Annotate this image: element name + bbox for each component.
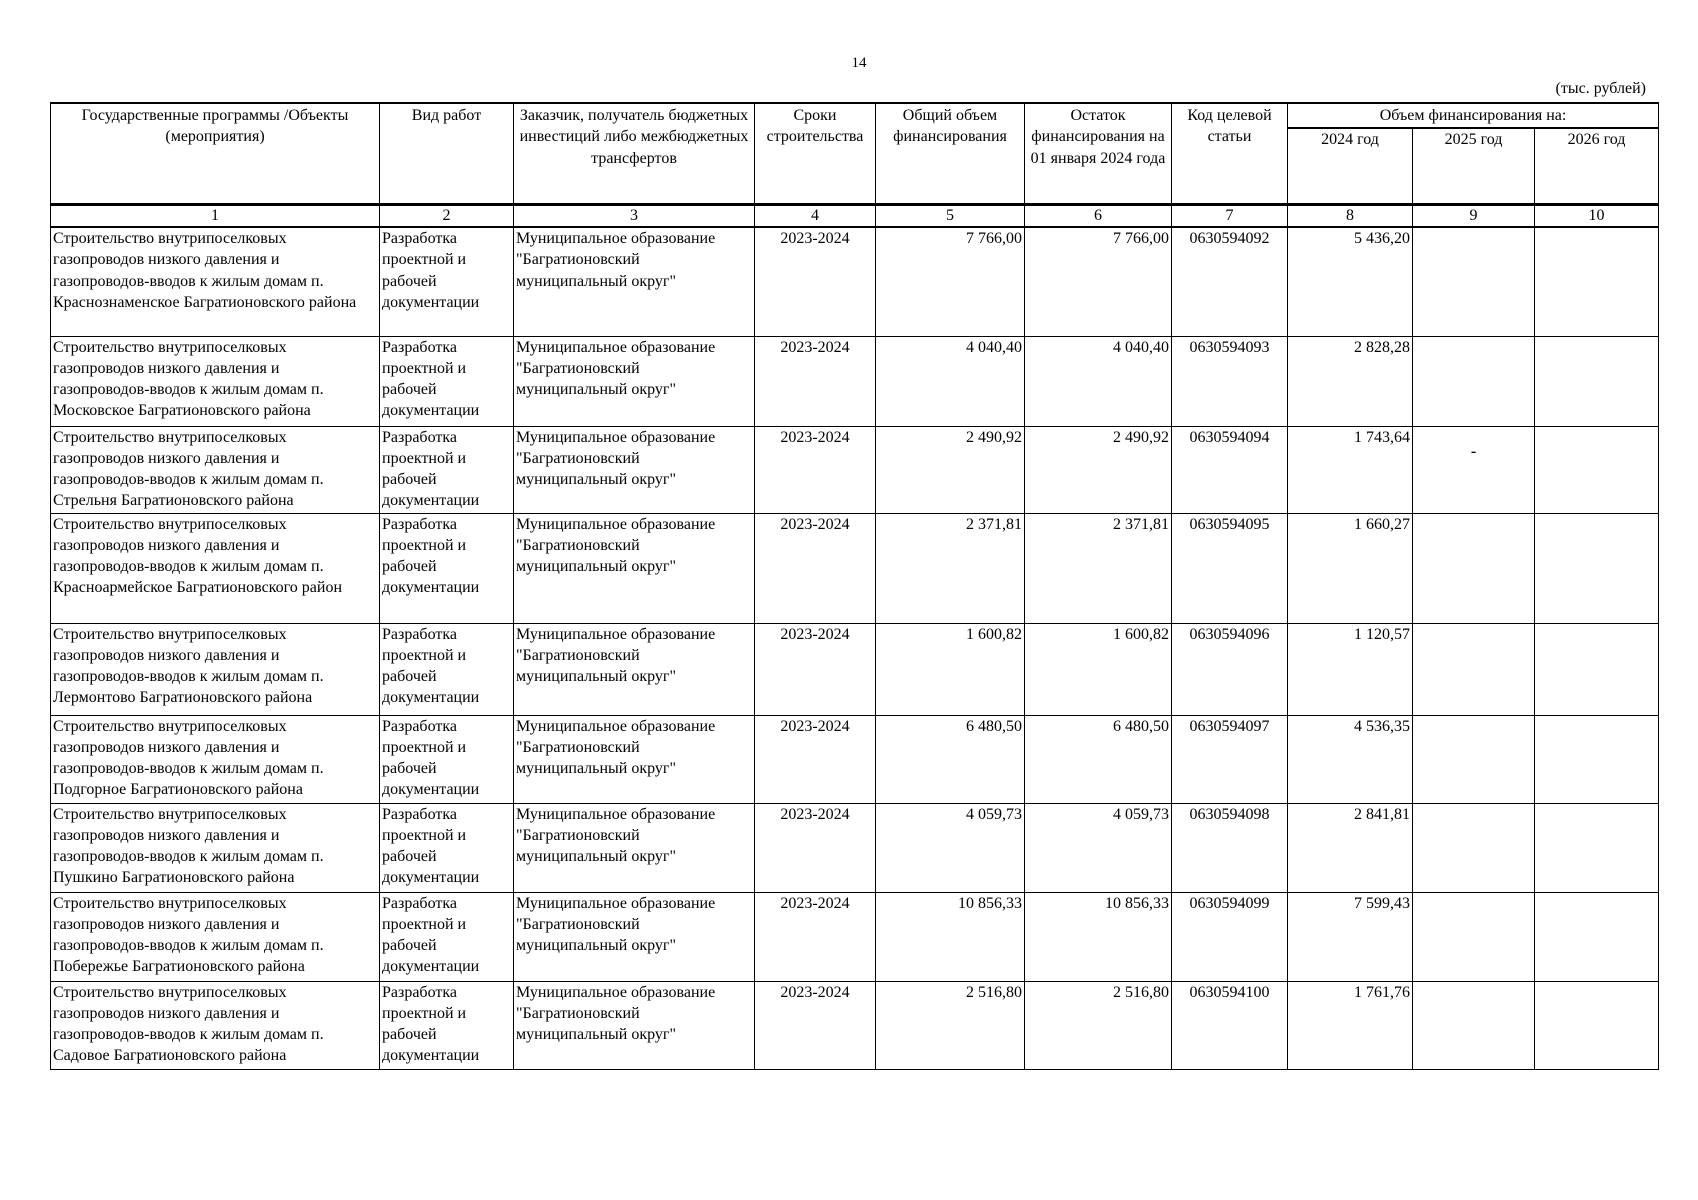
column-number: 10 [1535, 205, 1659, 228]
total-financing: 10 856,33 [876, 892, 1025, 981]
work-type: Разработка проектной и рабочей документации [380, 803, 514, 892]
remaining-financing: 2 371,81 [1025, 513, 1172, 623]
column-number: 4 [755, 205, 876, 228]
page-number: 14 [851, 55, 867, 71]
object-name: Строительство внутрипоселковых газопроводов низкого давления и газопроводов-вводов к жилым домам п. Московское Багратионовского района [51, 336, 380, 426]
remaining-financing: 2 516,80 [1025, 981, 1172, 1069]
header-customer: Заказчик, получатель бюджетных инвестиций либо межбюджетных трансфертов [514, 103, 755, 205]
customer: Муниципальное образование "Багратионовский муниципальный округ" [514, 715, 755, 803]
construction-period: 2023-2024 [755, 715, 876, 803]
financing-2026 [1535, 336, 1659, 426]
work-type: Разработка проектной и рабочей документации [380, 336, 514, 426]
header-financing-group: Объем финансирования на: [1288, 103, 1659, 128]
object-name: Строительство внутрипоселковых газопроводов низкого давления и газопроводов-вводов к жилым домам п. Стрельня Багратионовского района [51, 426, 380, 513]
header-remainder: Остаток финансирования на 01 января 2024 года [1025, 103, 1172, 205]
construction-period: 2023-2024 [755, 892, 876, 981]
financing-2024: 1 120,57 [1288, 623, 1413, 715]
header-year-2026: 2026 год [1535, 128, 1659, 205]
total-financing: 4 040,40 [876, 336, 1025, 426]
financing-2024: 2 828,28 [1288, 336, 1413, 426]
target-code: 0630594095 [1172, 513, 1288, 623]
work-type: Разработка проектной и рабочей документации [380, 426, 514, 513]
remaining-financing: 4 040,40 [1025, 336, 1172, 426]
financing-2025 [1413, 336, 1535, 426]
target-code: 0630594094 [1172, 426, 1288, 513]
table-row [51, 336, 1659, 426]
financing-2025 [1413, 981, 1535, 1069]
customer: Муниципальное образование "Багратионовский муниципальный округ" [514, 426, 755, 513]
financing-2025 [1413, 426, 1535, 513]
target-code: 0630594092 [1172, 227, 1288, 336]
financing-2025 [1413, 892, 1535, 981]
table-row [51, 623, 1659, 715]
table-row [51, 981, 1659, 1069]
header-total: Общий объем финансирования [876, 103, 1025, 205]
object-name: Строительство внутрипоселковых газопроводов низкого давления и газопроводов-вводов к жилым домам п. Подгорное Багратионовского района [51, 715, 380, 803]
object-name: Строительство внутрипоселковых газопроводов низкого давления и газопроводов-вводов к жилым домам п. Побережье Багратионовского района [51, 892, 380, 981]
customer: Муниципальное образование "Багратионовский муниципальный округ" [514, 336, 755, 426]
column-number: 1 [51, 205, 380, 228]
construction-period: 2023-2024 [755, 426, 876, 513]
table-row [51, 513, 1659, 623]
column-number: 7 [1172, 205, 1288, 228]
work-type: Разработка проектной и рабочей документации [380, 892, 514, 981]
target-code: 0630594096 [1172, 623, 1288, 715]
object-name: Строительство внутрипоселковых газопроводов низкого давления и газопроводов-вводов к жилым домам п. Лермонтово Багратионовского района [51, 623, 380, 715]
header-year-2024: 2024 год [1288, 128, 1413, 205]
table-row [51, 803, 1659, 892]
remaining-financing: 7 766,00 [1025, 227, 1172, 336]
total-financing: 2 490,92 [876, 426, 1025, 513]
customer: Муниципальное образование "Багратионовский муниципальный округ" [514, 892, 755, 981]
column-number: 3 [514, 205, 755, 228]
table-row [51, 426, 1659, 513]
financing-2025 [1413, 623, 1535, 715]
remaining-financing: 1 600,82 [1025, 623, 1172, 715]
financing-2025 [1413, 715, 1535, 803]
units-label: (тыс. рублей) [1555, 80, 1646, 97]
construction-period: 2023-2024 [755, 336, 876, 426]
total-financing: 2 371,81 [876, 513, 1025, 623]
table-row [51, 715, 1659, 803]
financing-2024: 1 743,64 [1288, 426, 1413, 513]
dash-mark: - [1470, 442, 1477, 460]
financing-2025 [1413, 227, 1535, 336]
table-row [51, 892, 1659, 981]
work-type: Разработка проектной и рабочей документации [380, 623, 514, 715]
column-number: 6 [1025, 205, 1172, 228]
customer: Муниципальное образование "Багратионовский муниципальный округ" [514, 513, 755, 623]
header-programs: Государственные программы /Объекты (мероприятия) [51, 103, 380, 205]
financing-2024: 5 436,20 [1288, 227, 1413, 336]
target-code: 0630594098 [1172, 803, 1288, 892]
construction-period: 2023-2024 [755, 513, 876, 623]
total-financing: 2 516,80 [876, 981, 1025, 1069]
column-number: 9 [1413, 205, 1535, 228]
total-financing: 6 480,50 [876, 715, 1025, 803]
header-period: Сроки строительства [755, 103, 876, 205]
financing-2026 [1535, 981, 1659, 1069]
financing-2024: 4 536,35 [1288, 715, 1413, 803]
financing-2025 [1413, 803, 1535, 892]
header-code: Код целевой статьи [1172, 103, 1288, 205]
column-number: 8 [1288, 205, 1413, 228]
work-type: Разработка проектной и рабочей документации [380, 227, 514, 336]
remaining-financing: 10 856,33 [1025, 892, 1172, 981]
financing-table [50, 102, 1659, 1070]
customer: Муниципальное образование "Багратионовский муниципальный округ" [514, 227, 755, 336]
customer: Муниципальное образование "Багратионовский муниципальный округ" [514, 981, 755, 1069]
financing-2025 [1413, 513, 1535, 623]
construction-period: 2023-2024 [755, 803, 876, 892]
total-financing: 1 600,82 [876, 623, 1025, 715]
object-name: Строительство внутрипоселковых газопроводов низкого давления и газопроводов-вводов к жилым домам п. Пушкино Багратионовского района [51, 803, 380, 892]
total-financing: 4 059,73 [876, 803, 1025, 892]
financing-2024: 7 599,43 [1288, 892, 1413, 981]
financing-2026 [1535, 803, 1659, 892]
table-row [51, 227, 1659, 336]
target-code: 0630594099 [1172, 892, 1288, 981]
object-name: Строительство внутрипоселковых газопроводов низкого давления и газопроводов-вводов к жилым домам п. Красноармейское Багратионовского район [51, 513, 380, 623]
target-code: 0630594093 [1172, 336, 1288, 426]
financing-2026 [1535, 426, 1659, 513]
work-type: Разработка проектной и рабочей документации [380, 715, 514, 803]
work-type: Разработка проектной и рабочей документации [380, 981, 514, 1069]
customer: Муниципальное образование "Багратионовский муниципальный округ" [514, 623, 755, 715]
financing-2026 [1535, 623, 1659, 715]
financing-2024: 1 660,27 [1288, 513, 1413, 623]
work-type: Разработка проектной и рабочей документации [380, 513, 514, 623]
construction-period: 2023-2024 [755, 227, 876, 336]
financing-2024: 2 841,81 [1288, 803, 1413, 892]
header-year-2025: 2025 год [1413, 128, 1535, 205]
target-code: 0630594097 [1172, 715, 1288, 803]
financing-2026 [1535, 892, 1659, 981]
financing-2026 [1535, 227, 1659, 336]
column-number: 5 [876, 205, 1025, 228]
construction-period: 2023-2024 [755, 981, 876, 1069]
customer: Муниципальное образование "Багратионовский муниципальный округ" [514, 803, 755, 892]
header-work-type: Вид работ [380, 103, 514, 205]
column-number: 2 [380, 205, 514, 228]
remaining-financing: 4 059,73 [1025, 803, 1172, 892]
column-numbers-row [51, 205, 1659, 228]
total-financing: 7 766,00 [876, 227, 1025, 336]
financing-2024: 1 761,76 [1288, 981, 1413, 1069]
financing-2026 [1535, 715, 1659, 803]
remaining-financing: 6 480,50 [1025, 715, 1172, 803]
financing-2026 [1535, 513, 1659, 623]
remaining-financing: 2 490,92 [1025, 426, 1172, 513]
construction-period: 2023-2024 [755, 623, 876, 715]
target-code: 0630594100 [1172, 981, 1288, 1069]
object-name: Строительство внутрипоселковых газопроводов низкого давления и газопроводов-вводов к жилым домам п. Садовое Багратионовского района [51, 981, 380, 1069]
object-name: Строительство внутрипоселковых газопроводов низкого давления и газопроводов-вводов к жилым домам п. Краснознаменское Багратионовского района [51, 227, 380, 336]
